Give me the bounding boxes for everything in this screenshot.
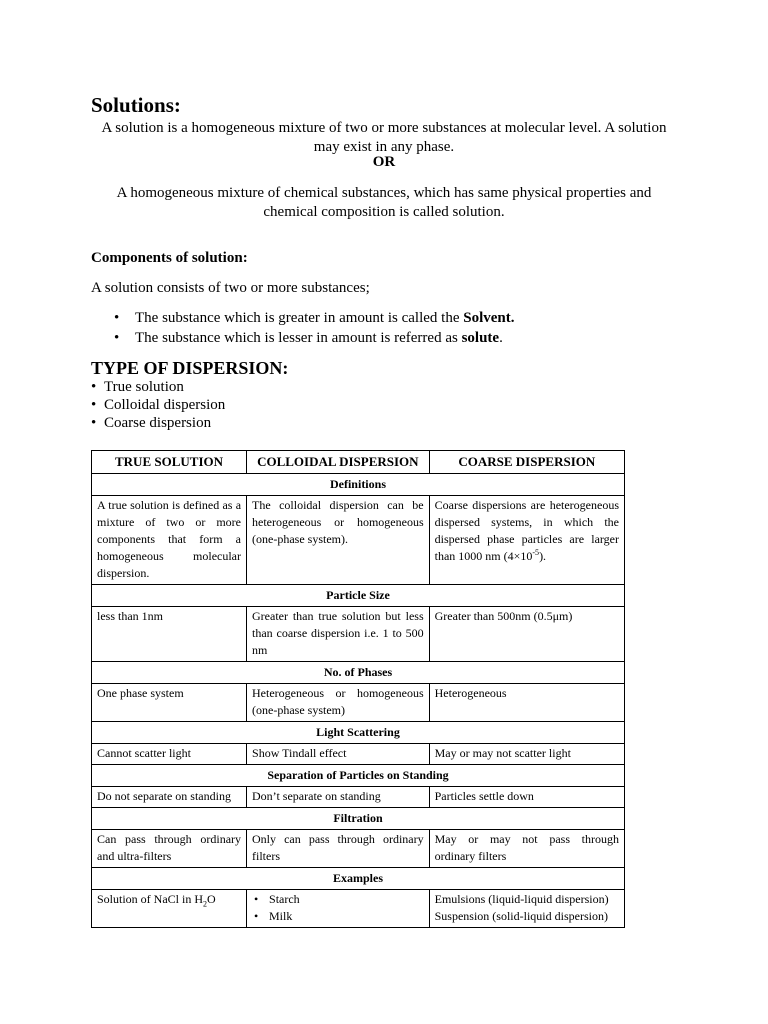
section-row bbox=[92, 808, 625, 830]
list-item: • Coarse dispersion bbox=[91, 414, 225, 432]
dispersion-list bbox=[91, 378, 225, 432]
section-row bbox=[92, 722, 625, 744]
table-cell: Cannot scatter light bbox=[92, 744, 247, 765]
table-row bbox=[92, 607, 625, 662]
table-cell: Do not separate on standing bbox=[92, 787, 247, 808]
section-row bbox=[92, 868, 625, 890]
list-item bbox=[110, 328, 515, 348]
table-row bbox=[92, 496, 625, 585]
table-cell: A true solution is defined as a mixture of two or more components that form a homogeneous molecular dispersion. bbox=[92, 496, 247, 585]
table-cell: One phase system bbox=[92, 684, 247, 722]
table-cell: May or may not scatter light bbox=[429, 744, 624, 765]
section-row bbox=[92, 585, 625, 607]
components-list bbox=[110, 308, 515, 348]
section-title: Examples bbox=[92, 868, 625, 890]
table-cell: Heterogeneous or homogeneous (one-phase system) bbox=[247, 684, 430, 722]
example-coarse-1: Emulsions (liquid-liquid dispersion) bbox=[434, 892, 609, 906]
dispersion-heading: TYPE OF DISPERSION: bbox=[91, 358, 289, 378]
table-cell: May or may not pass through ordinary filters bbox=[429, 830, 624, 868]
section-row bbox=[92, 662, 625, 684]
table-cell bbox=[247, 890, 430, 928]
list-item-tail: . bbox=[499, 330, 503, 346]
section-title: No. of Phases bbox=[92, 662, 625, 684]
list-item: • Starch bbox=[252, 891, 424, 908]
list-item-bold: solute bbox=[461, 330, 500, 346]
table-cell: Don’t separate on standing bbox=[247, 787, 430, 808]
table-row bbox=[92, 744, 625, 765]
section-title: Particle Size bbox=[92, 585, 625, 607]
dispersion-comparison-table bbox=[91, 450, 625, 928]
section-title: Separation of Particles on Standing bbox=[92, 765, 625, 787]
section-row bbox=[92, 765, 625, 787]
table-row bbox=[92, 787, 625, 808]
table-row bbox=[92, 890, 625, 928]
section-title: Light Scattering bbox=[92, 722, 625, 744]
list-item: • True solution bbox=[91, 378, 225, 396]
list-item-text: The substance which is greater in amount is called the bbox=[135, 310, 464, 326]
page-title: Solutions: bbox=[91, 93, 181, 117]
list-item-text: The substance which is lesser in amount is referred as bbox=[135, 330, 462, 346]
section-title: Definitions bbox=[92, 474, 625, 496]
header-colloidal-dispersion: COLLOIDAL DISPERSION bbox=[247, 451, 430, 474]
table-cell: Only can pass through ordinary filters bbox=[247, 830, 430, 868]
table-header-row bbox=[92, 451, 625, 474]
table-cell bbox=[429, 890, 624, 928]
table-row bbox=[92, 830, 625, 868]
list-item-bold: Solvent. bbox=[463, 310, 515, 326]
list-item: • Colloidal dispersion bbox=[91, 396, 225, 414]
section-row bbox=[92, 474, 625, 496]
or-separator: OR bbox=[372, 154, 396, 170]
table-cell: Greater than true solution but less than coarse dispersion i.e. 1 to 500 nm bbox=[247, 607, 430, 662]
table-cell: Coarse dispersions are heterogeneous dispersed systems, in which the dispersed phase particles are larger than 1000 nm $(4\times 10^{-5})$. bbox=[429, 496, 624, 585]
table-cell bbox=[92, 890, 247, 928]
section-title: Filtration bbox=[92, 808, 625, 830]
table-row bbox=[92, 684, 625, 722]
colloidal-examples-list bbox=[252, 891, 424, 925]
components-heading: Components of solution: bbox=[91, 250, 248, 266]
table-cell: less than 1nm bbox=[92, 607, 247, 662]
example-coarse-2: Suspension (solid-liquid dispersion) bbox=[434, 909, 608, 923]
example-true-solution: Solution of NaCl in $H_2O$ bbox=[97, 892, 216, 909]
table-cell: Particles settle down bbox=[429, 787, 624, 808]
header-coarse-dispersion: COARSE DISPERSION bbox=[429, 451, 624, 474]
components-intro: A solution consists of two or more substances; bbox=[91, 280, 370, 296]
list-item bbox=[110, 308, 515, 328]
table-cell: The colloidal dispersion can be heterogeneous or homogeneous (one-phase system). bbox=[247, 496, 430, 585]
definition-paragraph-2: A homogeneous mixture of chemical substances, which has same physical properties and chemical composition is called solution. bbox=[116, 185, 652, 220]
definition-paragraph-1: A solution is a homogeneous mixture of two or more substances at molecular level. A solution may exist in any phase. bbox=[101, 120, 667, 155]
list-item: • Milk bbox=[252, 908, 424, 925]
table-cell: Heterogeneous bbox=[429, 684, 624, 722]
table-cell: Show Tindall effect bbox=[247, 744, 430, 765]
table-cell: Can pass through ordinary and ultra-filters bbox=[92, 830, 247, 868]
table-cell: Greater than 500nm (0.5μm) bbox=[429, 607, 624, 662]
header-true-solution: TRUE SOLUTION bbox=[92, 451, 247, 474]
